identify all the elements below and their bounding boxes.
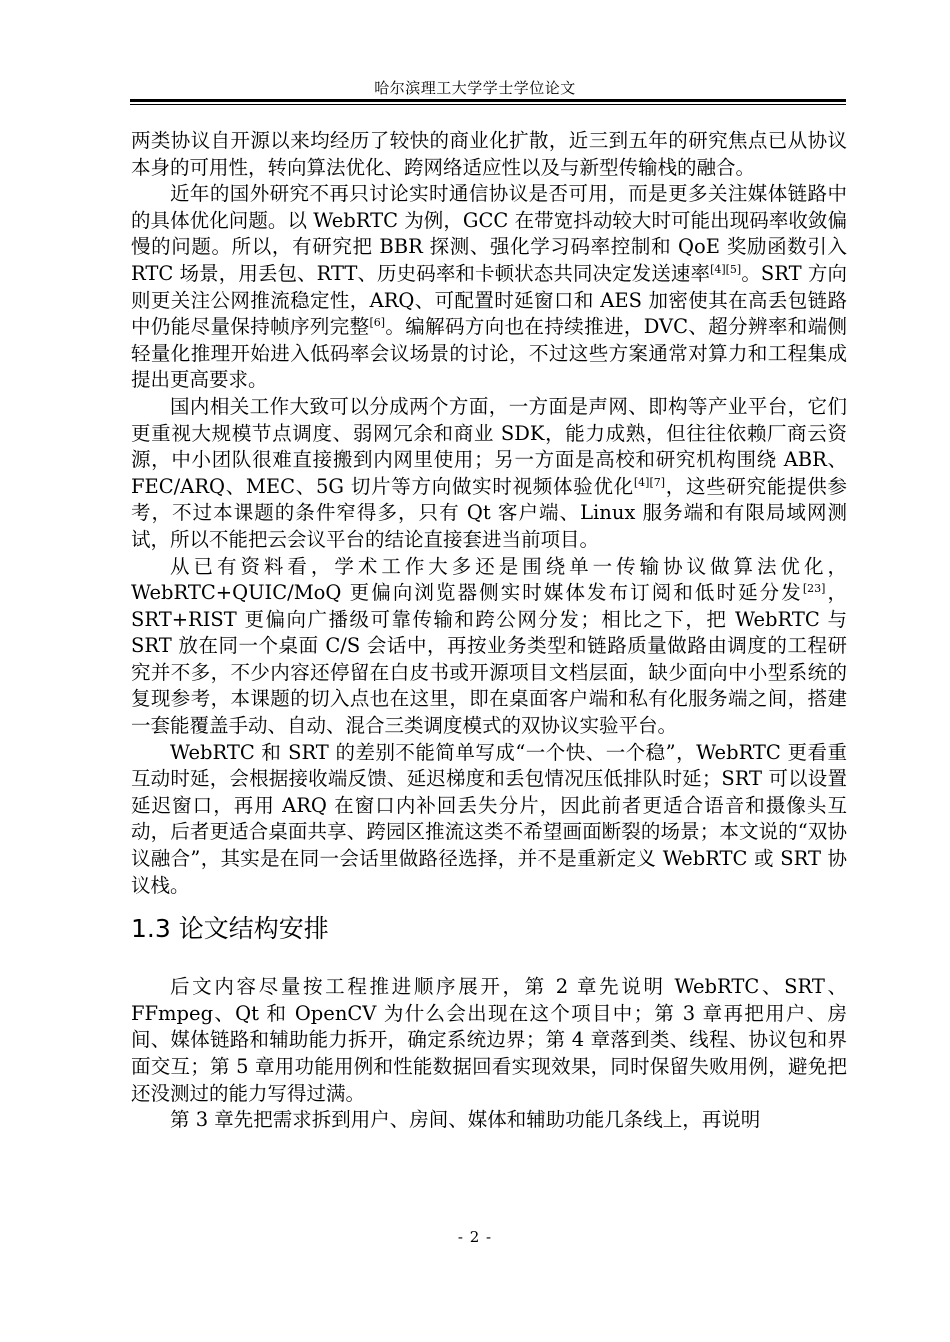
page-number: - 2 - (457, 1228, 493, 1246)
paragraph-text: ，SRT+RIST 更偏向广播级可靠传输和跨公网分发；相比之下，把 WebRTC 与 SRT 放在同一个桌面 C/S 会话中，再按业务类型和链路质量做路由调度的工程研究并不多，不少内容还停留在白皮书或开源项目文档层面，缺少面向中小型系统的复现参考，本课题的切入点也在这里，即在桌面客户端和私有化服务端之间，搭建一套能覆盖手动、自动、混合三类调度模式的双协议实验平台。 (131, 581, 847, 738)
paragraph-text: 近年的国外研究不再只讨论实时通信协议是否可用，而是更多关注媒体链路中的具体优化问题。以 WebRTC 为例，GCC 在带宽抖动较大时可能出现码率收敛偏慢的问题。所以，有研究把 BBR 探测、强化学习码率控制和 QoE 奖励函数引入 RTC 场景，用丢包、RTT、历史码率和卡顿状态共同决定发送速率 (131, 182, 847, 285)
header-rule-thin (130, 104, 846, 105)
paragraph-continued: 两类协议自开源以来均经历了较快的商业化扩散，近三到五年的研究焦点已从协议本身的可用性，转向算法优化、跨网络适应性以及与新型传输栈的融合。 (131, 129, 847, 179)
running-header: 哈尔滨理工大学学士学位论文 (374, 79, 576, 97)
paragraph-text: 从已有资料看，学术工作大多还是围绕单一传输协议做算法优化，WebRTC+QUIC/MoQ 更偏向浏览器侧实时媒体发布订阅和低时延分发 (131, 554, 847, 605)
paragraph-foreign-research (131, 181, 847, 394)
section-heading: 1.3 论文结构安排 (131, 914, 329, 944)
citation: [23] (802, 582, 826, 596)
paragraph-protocol-comparison: WebRTC 和 SRT 的差别不能简单写成“一个快、一个稳”，WebRTC 更看重互动时延，会根据接收端反馈、延迟梯度和丢包情况压低排队时延；SRT 可以设置延迟窗口，再用 ARQ 在窗口内补回丢失分片，因此前者更适合语音和摄像头互动，后者更适合桌面共享、跨园区推流这类不希望画面断裂的场景；本文说的“双协议融合”，其实是在同一会话里做路径选择，并不是重新定义 WebRTC 或 SRT 协议栈。 (131, 740, 847, 897)
citation: [4][5] (710, 262, 742, 276)
paragraph-domestic-research (131, 394, 847, 554)
paragraph-text: ，这些研究能提供参考，不过本课题的条件窄得多，只有 Qt 客户端、Linux 服务端和有限局域网测试，所以不能把云会议平台的结论直接套进当前项目。 (131, 474, 847, 551)
paragraph-text: 。编解码方向也在持续推进，DVC、超分辨率和端侧轻量化推理开始进入低码率会议场景的讨论，不过这些方案通常对算力和工程集成提出更高要求。 (131, 315, 847, 392)
paragraph-research-gap (131, 554, 847, 740)
citation: [4][7] (633, 475, 666, 489)
header-rule (130, 99, 846, 102)
paragraph-structure: 后文内容尽量按工程推进顺序展开，第 2 章先说明 WebRTC、SRT、FFmpeg、Qt 和 OpenCV 为什么会出现在这个项目中；第 3 章再把用户、房间、媒体链路和辅助能力拆开，确定系统边界；第 4 章落到类、线程、协议包和界面交互；第 5 章用功能用例和性能数据回看实现效果，同时保留失败用例，避免把还没测过的能力写得过满。 (131, 975, 847, 1105)
paragraph-text: 。SRT 方向则更关注公网推流稳定性，ARQ、可配置时延窗口和 AES 加密使其在高丢包链路中仍能尽量保持帧序列完整 (131, 261, 847, 339)
paragraph-text: 国内相关工作大致可以分成两个方面，一方面是声网、即构等产业平台，它们更重视大规模节点调度、弱网冗余和商业 SDK，能力成熟，但往往依赖厂商云资源，中小团队很难直接搬到内网里使用；另一方面是高校和研究机构围绕 ABR、FEC/ARQ、MEC、5G 切片等方向做实时视频体验优化 (131, 394, 847, 498)
citation: [6] (369, 316, 386, 330)
body-text (131, 128, 847, 1134)
paragraph-chapter3: 第 3 章先把需求拆到用户、房间、媒体和辅助功能几条线上，再说明 (170, 1108, 761, 1132)
